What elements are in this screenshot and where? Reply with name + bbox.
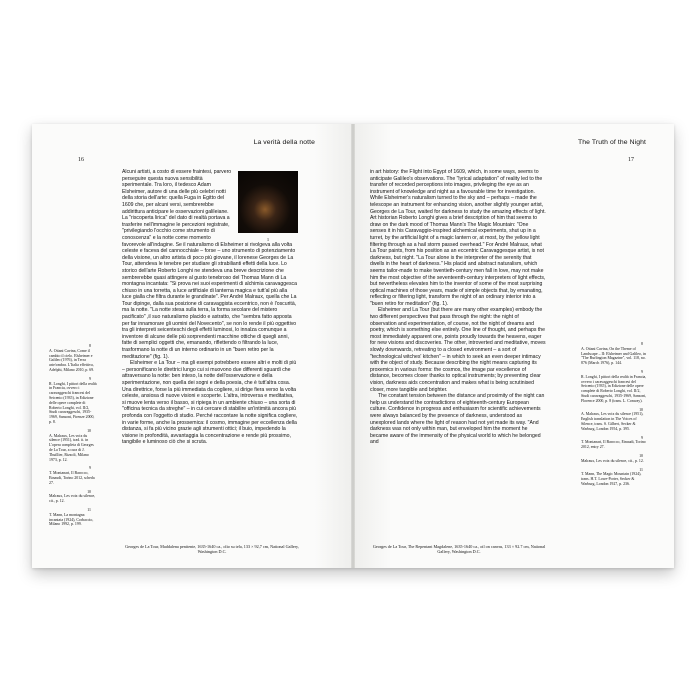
paragraph: Alcuni artisti, a costo di essere fraintesi, parvero perseguire questa nuova sensibilità sperimentale. Tra loro, il tedesco Adam Elsheimer, autore di una delle più celebri notti della storia dell'arte: quella Fuga in Egitto del 1609 che, per alcuni versi, sembrerebbe addirittura anticipare le osservazioni galileiane. La "riscoperta lirica" del dato di realtà portava a trasferire nell'immagine le percezioni registrate, "privilegiando l'occhio come strumento di conoscenza" e la notte come momento favorevole all'indagine. Se il naturalismo di Elsheimer si rivolgeva alla volta celeste e faceva del cannocchiale – forse – uno strumento di potenziamento della visione, un altro artista di poco più giovane, il lorenese Georges de La Tour, attendeva le tenebre per studiare gli strabilianti effetti della luce. Lo storico dell'arte Roberto Longhi ne stendeva una breve descrizione che sembrerebbe quasi attingere al gusto tenebroso del Thomas Mann di La montagna incantata: "Si prova nei suoi esperimenti di alchimia caravaggesca chiuso in una torretta, a luce artificiale di lanterna magica e tutt'al più alla luce gialla che filtra durante le grandinate". Per André Malraux, quella che La Tour dipinge, dalla sua posizione di caravaggista eccentrico, non è l'oscurità, ma la notte. "La notte stesa sulla terra, la forma secolare del mistero pacificato" ,il suo naturalismo placido e astratto, che "sembra fatto apposta per far innamorare gli uomini del Novecento", se non lo rende il più oggettivo tra gli interpreti seicenteschi degli effetti luminosi, lo innalza comunque a inventore di alcune delle più sorprendenti macchine ottiche di quegli anni, fatte di semplici oggetti che, emanando, riflettendo o filtrando la luce, trasformano la notte di un interno ordinario in un "buen retiro per la meditazione" (fig. 1). bbox=[122, 169, 297, 360]
paragraph: The constant tension between the distance and proximity of the night can help us understand the contradictions of eighteenth-century European culture. Confidence in progress and enthusiasm for scientific achievements were always balanced by the presence of darkness, understood as unexplored lands where the light of reason had not yet made its way. "And darkness was not only within man, but enveloped him the moment he became aware of the immensity of the physical world to which he belonged and bbox=[370, 393, 545, 446]
figure-caption: Georges de La Tour, The Repentant Magdalene, 1635-1640 ca., oil on canvas, 133 × 92.7 cm, National Gallery, Washington D.C. bbox=[372, 544, 546, 555]
footnote: 9 R. Longhi, I pittori della realtà in Francia, ovvero i caravaggeschi francesi del Seicento (1935), in Edizione delle opere complete di Roberto Longhi, vol. II/2, Studi caravaggeschi, 1935-1969, Sansoni, Firenze 2000, p. 8. bbox=[49, 376, 97, 424]
paragraph: in art history: the Flight into Egypt of 1609, which, in some ways, seems to anticipate Galileo's observations. The "lyrical adaptation" of reality led to the transfer of recorded perceptions into images, privileging the eye as an instrument of knowledge and night as a favourable time for investigation. While Elsheimer's naturalism turned to the sky and – perhaps – made the telescope an instrument for enhancing vision, another slightly younger artist, Georges de La Tour, waited for darkness to study the amazing effects of light. Art historian Roberto Longhi gives a brief description of him that seems to draw on the dark mood of Thomas Mann's The Magic Mountain: "One senses it in his Caravaggio-inspired alchemical experiments, shut up in a turret, by the artificial light of a magic lantern or, at most, by the yellow light filtering through as a hail storm passed overhead." For André Malraux, what La Tour paints, from his position as an eccentric Caravaggesque artist, is not darkness, but night. "La Tour alone is the interpreter of the serenity that dwells in the heart of darkness." His placid and abstract naturalism, which seems tailor-made to make twentieth-century men fall in love, may not make him the most objective of the seventeenth-century interpreters of light effects, but nevertheless elevates him to the inventor of some of the most surprising optical machines of those years, made of simple objects that, by emanating, reflecting or filtering light, transform the night of an ordinary interior into a "buen retiro for meditation" (fig. 1). bbox=[370, 169, 546, 307]
footnote: 11 T. Mann, The Magic Mountain (1924), trans. H.T. Lowe-Porter, Secker & Warburg, London 1927, p. 236. bbox=[581, 467, 643, 486]
footnote: 8 A. Ottani Cavina, Come il cambio il cielo. Elsheimer e Galileo (1976), in Terra arte/ombra. L'Italia effettiva, Adelphi, Milano 2010, p. 69. bbox=[49, 344, 95, 372]
footnote: 9 R. Longhi, I pittori della realtà in Francia, ovvero i caravaggeschi francesi del Seicento (1935), in Edizione delle opere complete di Roberto Longhi, vol. II/2, Studi caravaggeschi, 1935-1969, Sansoni, Florence 2000, p. 8 (trans. L. Conway). bbox=[581, 369, 647, 403]
figure-caption: Georges de La Tour, Maddalena penitente, 1635-1640 ca., olio su tela, 133 × 92,7 cm, National Gallery, Washington D.C. bbox=[125, 544, 299, 555]
footnote: 10 A. Malraux, Les voix du silence (1951), English translation in The Voices of Silence, trans. S. Gilbert, Secker & Warburg, London 1954, p. 395. bbox=[581, 407, 644, 431]
footnote: 9 T. Montanari, Il Barocco, Einaudi, Torino 2012, scheda 27. bbox=[49, 466, 95, 485]
footnote: 9 T. Montanari, Il Barocco, Einaudi, Torino 2012, entry 27. bbox=[581, 435, 646, 450]
body-text bbox=[122, 169, 298, 446]
footnote: 10 Malraux, Les voix du silence, cit., p. 12. bbox=[49, 489, 96, 504]
page-number: 17 bbox=[628, 157, 634, 163]
footnote: 10 Malraux, Les voix du silence, cit., p. 12. bbox=[581, 453, 644, 463]
painting-image bbox=[238, 171, 298, 242]
body-text bbox=[370, 169, 546, 446]
paragraph: Elsheimer and La Tour (but there are many other examples) embody the two different perspectives that pass through the night: the night of observation and experimentation, of course, not the night of dreams and poetry, which is something else entirely. One line of thought, and perhaps the most immediately apparent one, points proudly towards the heavens, eager for new visions and discoveries. The other, introverted and meditative, moves slowly downwards, retreating to a closed environment – a sort of "technological witches' kitchen" – in which to seek an even deeper intimacy with the object of study. Because describing the night means capturing its proxemics in various forms: the cosmos, the image par excellence of distance, becomes closer thanks to optical instruments; by preventing clear vision, darkness aids concentration and makes what is being scrutinised closer, more tangible and brighter. bbox=[370, 307, 546, 393]
footnote: 8 A. Ottani Cavina, On the Theme of Landscape – II: Elsheimer and Galileo, in "The Burlington Magazine", vol. 118, no. 876 (March 1976), p. 144. bbox=[581, 342, 646, 366]
figure-number: 1 bbox=[266, 237, 270, 242]
footnotes bbox=[581, 342, 649, 491]
footnotes bbox=[49, 344, 97, 531]
page-number: 16 bbox=[78, 157, 84, 163]
book-gutter bbox=[351, 124, 355, 568]
footnote: 10 A. Malraux, Les voix du silence (1951), trad. it. in L'opera completa di Georges de La Tour, a cura di J. Thuillier, Rizzoli, Milano 1973, p. 12. bbox=[49, 428, 94, 462]
right-page bbox=[353, 124, 674, 568]
running-head: The Truth of the Night bbox=[578, 139, 646, 146]
book-spread bbox=[32, 124, 674, 568]
running-head: La verità della notte bbox=[253, 139, 315, 146]
left-page bbox=[32, 124, 353, 568]
paragraph: Elsheimer e La Tour – ma gli esempi potrebbero essere altri e molti di più – personificano le direttrici lungo cui si muovono due differenti sguardi che attraversano la notte: ben inteso, la notte dell'osservazione e della sperimentazione, non quella dei sogni e della poesia, che è tutt'altra cosa. Una direttrice, forse la più immediata da cogliere, si dirige fiera verso la volta celeste, ansiosa di nuove visioni e scoperte. L'altra, introversa e meditativa, si muove lenta verso il basso, si ripiega in un ambiente chiuso – una sorta di "officina tecnica da streghe" – in cui cercare di stabilire un'intimità ancora più profonda con l'oggetto di studio. Perché raccontare la notte significa cogliere, in varie forme, anche la prossemica: il cosmo, immagine per eccellenza della distanza, si fa più vicino grazie agli strumenti ottici; il buio, impedendo la visione in profondità, avvantaggia la concentrazione e rende più prossimo, tangibile e luminoso ciò che si scruta. bbox=[122, 360, 298, 446]
footnote: 11 T. Mann, La montagna incantata (1924), Corbaccio, Milano 1992, p. 199. bbox=[49, 507, 94, 527]
